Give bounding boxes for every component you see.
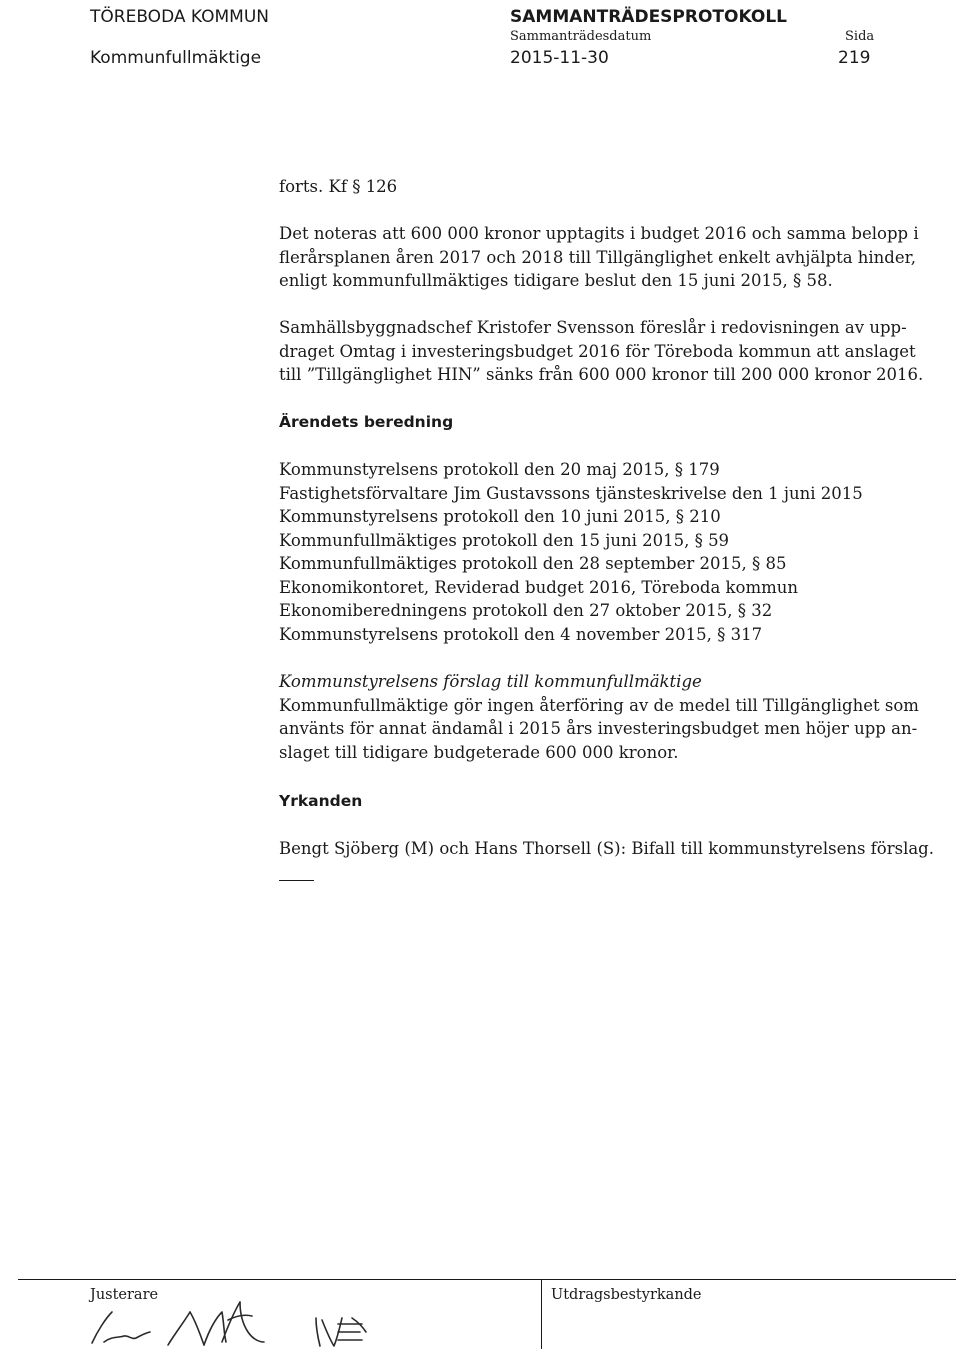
paragraph-proposal [279,316,939,387]
paragraph-line: Kommunfullmäktige gör ingen återföring av de medel till Tillgänglighet som [279,695,919,715]
list-item: Kommunstyrelsens protokoll den 4 november 2015, § 317 [279,624,763,644]
paragraph-line: enligt kommunfullmäktiges tidigare beslut den 15 juni 2015, § 58. [279,271,833,290]
list-item: Kommunfullmäktiges protokoll den 28 september 2015, § 85 [279,554,787,573]
page-number: 219 [838,48,871,68]
footer-divider [541,1279,542,1349]
document-title: SAMMANTRÄDESPROTOKOLL [510,7,788,27]
list-item: Ekonomiberedningens protokoll den 27 oktober 2015, § 32 [279,601,773,620]
forslag-heading: Kommunstyrelsens förslag till kommunfullmäktige [279,672,702,691]
yrkanden-heading: Yrkanden [279,792,363,810]
list-item: Kommunstyrelsens protokoll den 10 juni 2015, § 210 [279,507,721,526]
paragraph-line: slaget till tidigare budgeterade 600 000 kronor. [279,742,679,762]
list-item: Kommunstyrelsens protokoll den 20 maj 2015, § 179 [279,460,720,479]
justerare-label: Justerare [90,1287,159,1303]
footer-rule [18,1279,956,1280]
paragraph-line: Samhällsbyggnadschef Kristofer Svensson föreslår i redovisningen av upp- [279,318,907,337]
beredning-heading: Ärendets beredning [279,413,454,431]
utdragsbestyrkande-label: Utdragsbestyrkande [551,1287,702,1303]
yrkanden-text: Bengt Sjöberg (M) och Hans Thorsell (S): Bifall till kommunstyrelsens förslag. [279,839,934,858]
meeting-date-label: Sammanträdesdatum [510,29,652,44]
paragraph-line: till ”Tillgänglighet HIN” sänks från 600 000 kronor till 200 000 kronor 2016. [279,365,924,384]
section-reference-text: forts. Kf § 126 [279,177,398,196]
list-item: Ekonomikontoret, Reviderad budget 2016, Töreboda kommun [279,577,799,597]
list-item: Kommunfullmäktiges protokoll den 15 juni 2015, § 59 [279,530,730,550]
list-item: Fastighetsförvaltare Jim Gustavssons tjänsteskrivelse den 1 juni 2015 [279,483,863,503]
beredning-list [279,458,939,646]
forslag-section [279,670,939,764]
body-name: Kommunfullmäktige [90,48,262,68]
municipality-name: TÖREBODA KOMMUN [90,7,269,27]
paragraph-budget-note [279,222,939,293]
meeting-date: 2015-11-30 [510,48,609,68]
yrkanden-text-block [279,837,939,861]
page-label: Sida [845,29,875,44]
paragraph-line: draget Omtag i investeringsbudget 2016 för Töreboda kommun att anslaget [279,341,916,361]
end-rule [279,880,314,881]
section-reference [279,175,939,199]
paragraph-line: flerårsplanen åren 2017 och 2018 till Tillgänglighet enkelt avhjälpta hinder, [279,247,916,267]
paragraph-line: Det noteras att 600 000 kronor upptagits i budget 2016 och samma belopp i [279,224,919,243]
paragraph-line: använts för annat ändamål i 2015 års investeringsbudget men höjer upp an- [279,719,918,738]
